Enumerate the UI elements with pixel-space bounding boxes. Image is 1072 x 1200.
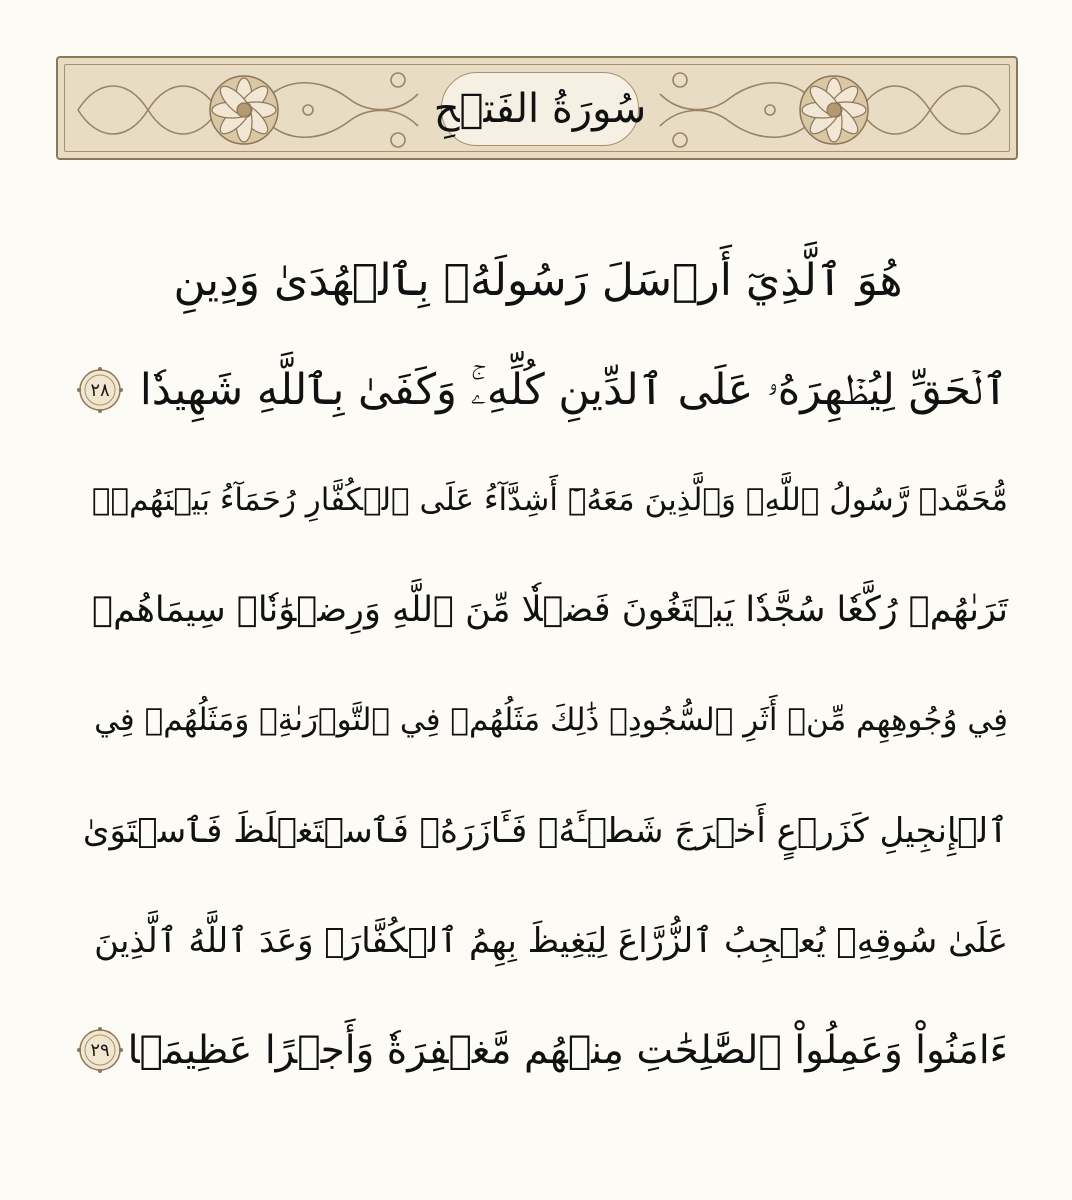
surah-header-banner (56, 56, 1018, 160)
verse-line-3 (68, 445, 1008, 555)
left-rosette-icon (210, 76, 278, 144)
surah-title-cartouche (433, 72, 647, 146)
verse-line-text: ٱلۡإِنجِيلِ كَزَرۡعٍ أَخۡرَجَ شَطۡـَٔهُۥ فَـَٔازَرَهُۥ فَٱسۡتَغۡلَظَ فَٱسۡتَوَىٰ (82, 810, 1008, 851)
verse-line-2 (68, 335, 1008, 445)
verse-line-text: هُوَ ٱلَّذِيٓ أَرۡسَلَ رَسُولَهُۥ بِٱلۡهُدَىٰ وَدِينِ (173, 254, 903, 306)
ayah-end-marker (76, 366, 124, 414)
ayah-number: ٢٨ (90, 379, 110, 401)
verse-line-6 (68, 775, 1008, 885)
verse-line-text: ٱلۡحَقِّ لِيُظۡهِرَهُۥ عَلَى ٱلدِّينِ كُلِّهِۦۚ وَكَفَىٰ بِٱللَّهِ شَهِيدٗا (139, 365, 1008, 415)
surah-title: سُورَةُ الفَتۡحِ (433, 86, 647, 132)
verse-line-4 (68, 555, 1008, 665)
verse-line-8 (68, 995, 1008, 1105)
verse-line-7 (68, 885, 1008, 995)
verse-line-text: تَرَىٰهُمۡ رُكَّعٗا سُجَّدٗا يَبۡتَغُونَ فَضۡلٗا مِّنَ ٱللَّهِ وَرِضۡوَٰنٗاۖ سِيمَاهُمۡ (92, 590, 1008, 630)
verse-line-text: فِي وُجُوهِهِم مِّنۡ أَثَرِ ٱلسُّجُودِۚ ذَٰلِكَ مَثَلُهُمۡ فِي ٱلتَّوۡرَىٰةِۚ وَمَثَلُهُمۡ فِي (94, 702, 1008, 738)
verse-line-text: عَلَىٰ سُوقِهِۦ يُعۡجِبُ ٱلزُّرَّاعَ لِيَغِيظَ بِهِمُ ٱلۡكُفَّارَۗ وَعَدَ ٱللَّهُ ٱلَّذِينَ (94, 920, 1008, 961)
verse-line-text: مُّحَمَّدٞ رَّسُولُ ٱللَّهِۚ وَٱلَّذِينَ مَعَهُۥٓ أَشِدَّآءُ عَلَى ٱلۡكُفَّارِ رُحَمَآءُ بَيۡنَهُمۡۖ (91, 482, 1008, 518)
right-rosette-icon (800, 76, 868, 144)
verse-line-1 (68, 225, 1008, 335)
ayah-end-marker (76, 1026, 124, 1074)
verse-line-text: ءَامَنُواْ وَعَمِلُواْ ٱلصَّٰلِحَٰتِ مِنۡهُم مَّغۡفِرَةٗ وَأَجۡرًا عَظِيمَۢا (127, 1027, 1008, 1073)
ayah-number: ٢٩ (90, 1039, 110, 1061)
verse-line-5 (68, 665, 1008, 775)
